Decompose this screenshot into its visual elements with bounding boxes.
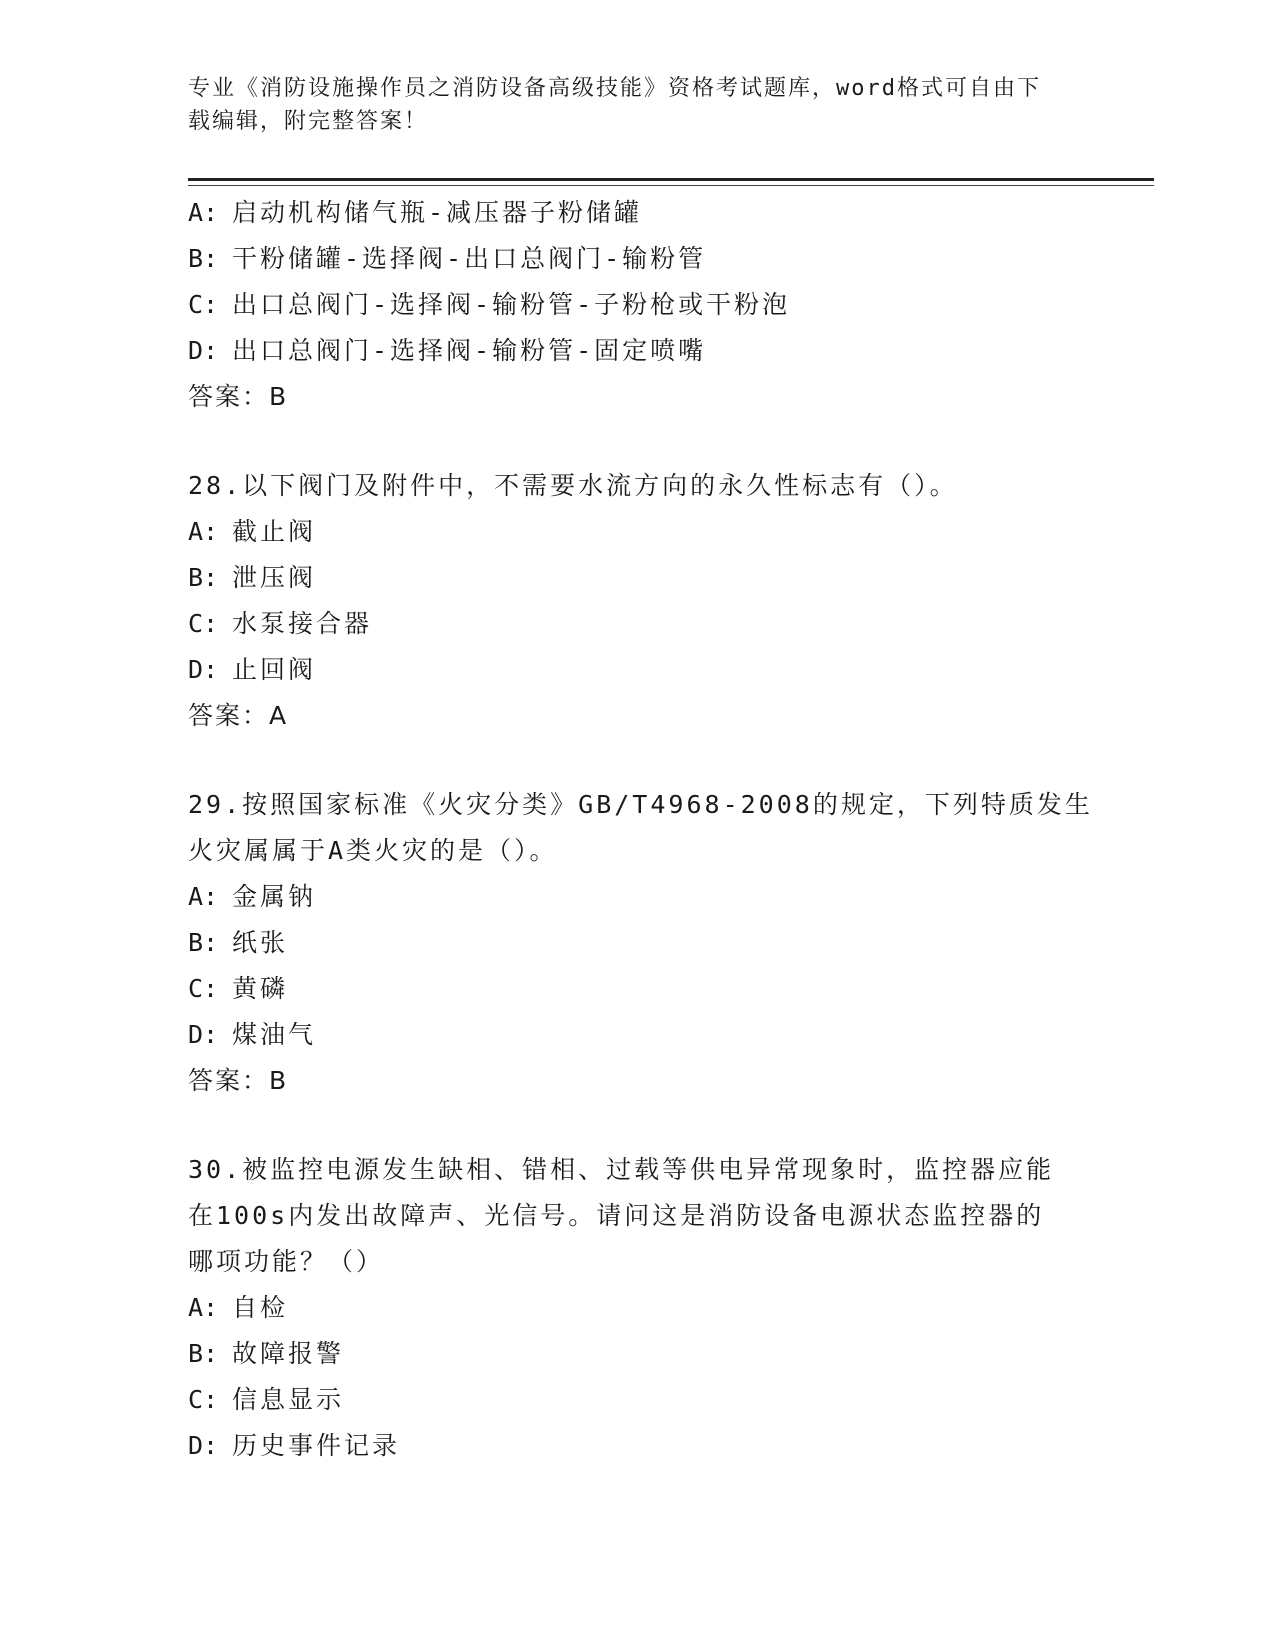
option-label: C:	[188, 290, 219, 319]
option-text: 止回阀	[232, 655, 317, 684]
option-d	[188, 647, 1068, 693]
option-label: B:	[188, 1339, 219, 1368]
option-label: D:	[188, 336, 219, 365]
answer-line: 答案：B	[188, 1066, 289, 1095]
question-text: 火灾属属于A类火灾的是（）。	[188, 836, 558, 865]
question-text: 在100s内发出故障声、光信号。请问这是消防设备电源状态监控器的	[188, 1201, 1045, 1230]
option-c	[188, 282, 1068, 328]
option-label: A:	[188, 198, 219, 227]
option-d	[188, 1012, 1068, 1058]
option-text: 自检	[232, 1293, 289, 1322]
header-line-2: 载编辑，附完整答案！	[188, 109, 429, 134]
option-a	[188, 509, 1068, 555]
option-text: 历史事件记录	[232, 1431, 401, 1460]
option-text: 信息显示	[232, 1385, 345, 1414]
option-text: 水泵接合器	[232, 609, 373, 638]
continued-question	[188, 190, 1068, 420]
option-c	[188, 966, 1068, 1012]
document-header	[188, 72, 1068, 138]
option-text: 干粉储罐-选择阀-出口总阀门-输粉管	[232, 244, 707, 273]
option-text: 黄磷	[232, 974, 289, 1003]
option-text: 出口总阀门-选择阀-输粉管-子粉枪或干粉泡	[232, 290, 791, 319]
option-text: 出口总阀门-选择阀-输粉管-固定喷嘴	[232, 336, 707, 365]
option-text: 截止阀	[232, 517, 317, 546]
option-label: A:	[188, 517, 219, 546]
option-d	[188, 1423, 1068, 1469]
option-b	[188, 920, 1068, 966]
header-divider-thick	[188, 178, 1154, 181]
option-c	[188, 1377, 1068, 1423]
option-text: 故障报警	[232, 1339, 345, 1368]
option-b	[188, 555, 1068, 601]
option-label: B:	[188, 563, 219, 592]
header-line-1: 专业《消防设施操作员之消防设备高级技能》资格考试题库，word格式可自由下	[188, 76, 1041, 101]
question-text: 30.被监控电源发生缺相、错相、过载等供电异常现象时，监控器应能	[188, 1155, 1055, 1184]
option-text: 泄压阀	[232, 563, 317, 592]
option-label: C:	[188, 1385, 219, 1414]
option-label: D:	[188, 1431, 219, 1460]
option-b	[188, 1331, 1068, 1377]
option-text: 纸张	[232, 928, 289, 957]
option-b	[188, 236, 1068, 282]
option-a	[188, 1285, 1068, 1331]
question-29	[188, 782, 1093, 1104]
question-30	[188, 1147, 1068, 1469]
header-divider-thin	[188, 185, 1154, 186]
question-content	[188, 190, 1093, 1469]
option-a	[188, 874, 1068, 920]
option-label: A:	[188, 1293, 219, 1322]
option-text: 金属钠	[232, 882, 317, 911]
option-text: 启动机构储气瓶-减压器子粉储罐	[232, 198, 643, 227]
question-text: 哪项功能？（）	[188, 1247, 385, 1276]
question-28	[188, 463, 1068, 739]
option-d	[188, 328, 1068, 374]
answer-line: 答案：B	[188, 382, 289, 411]
option-label: C:	[188, 974, 219, 1003]
question-text: 29.按照国家标准《火灾分类》GB/T4968-2008的规定，下列特质发生	[188, 790, 1093, 819]
option-c	[188, 601, 1068, 647]
option-label: D:	[188, 655, 219, 684]
option-a	[188, 190, 1068, 236]
option-label: D:	[188, 1020, 219, 1049]
option-label: C:	[188, 609, 219, 638]
option-text: 煤油气	[232, 1020, 317, 1049]
option-label: B:	[188, 928, 219, 957]
answer-line: 答案：A	[188, 701, 289, 730]
option-label: B:	[188, 244, 219, 273]
option-label: A:	[188, 882, 219, 911]
question-text: 28.以下阀门及附件中，不需要水流方向的永久性标志有（）。	[188, 471, 958, 500]
